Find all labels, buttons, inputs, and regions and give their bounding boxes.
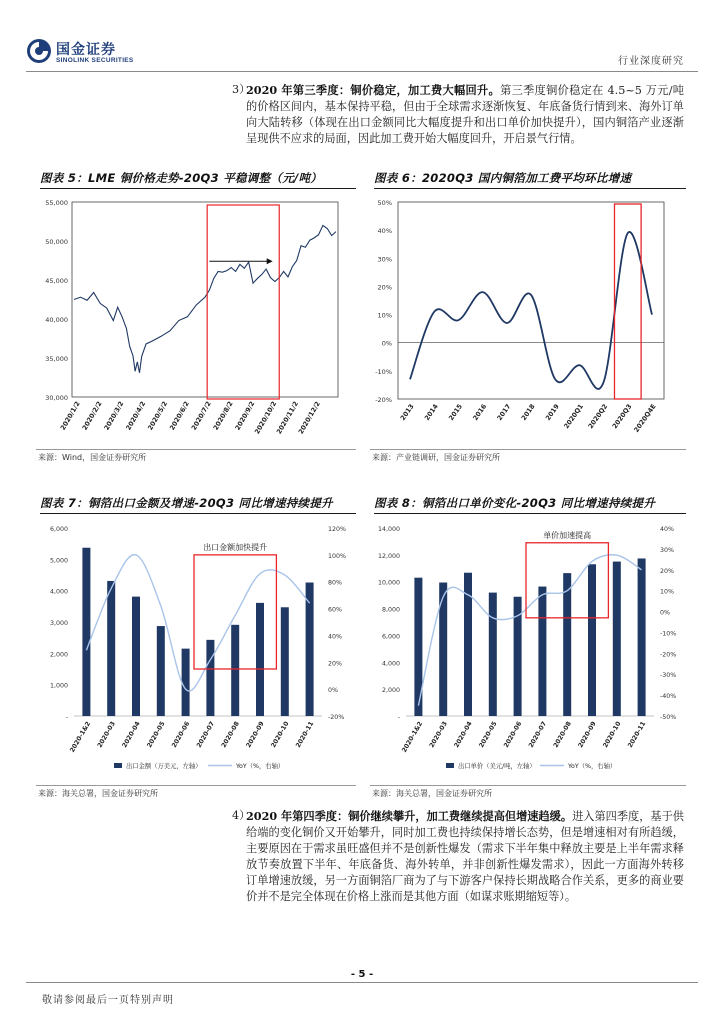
arrow-head-icon — [267, 258, 273, 264]
left-axis-tick-label: 6,000 — [381, 633, 400, 641]
x-tick-label: 2020/4/2 — [124, 400, 148, 432]
x-tick-label: 2015 — [447, 402, 465, 422]
bar — [281, 607, 289, 716]
paragraph-heading: 2020 年第三季度：铜价稳定，加工费大幅回升。 — [246, 83, 501, 97]
right-axis-tick-label: 20% — [660, 567, 674, 575]
left-axis-tick-label: - — [65, 714, 68, 721]
y-tick-label: 55,000 — [45, 199, 68, 207]
x-tick-label: 2020/3/2 — [102, 400, 126, 432]
y-tick-label: 40% — [377, 227, 392, 236]
y-tick-label: 50% — [377, 199, 392, 207]
x-tick-label: 2020/10/2 — [253, 400, 279, 436]
y-tick-label: 50,000 — [45, 238, 68, 246]
x-tick-label: 2020Q3 — [610, 402, 634, 431]
highlight-box — [207, 205, 279, 399]
x-tick-label: 2020/6/2 — [168, 400, 191, 432]
legend-bar-label: 出口金额（万美元，左轴） — [126, 763, 202, 770]
paragraph-body: 第三季度铜价稳定在 4.5~5 万元/吨的价格区间内，基本保持平稳，但由于全球需求逐渐恢复、年底备货行情到来、海外订单向大陆转移（体现在出口金额同比大幅度提升和出口单价加快提升），国内铜箔产业逐渐呈现供不应求的局面，因此加工费开始大幅度回升，开启景气行情。 — [246, 84, 684, 145]
report-type: 行业深度研究 — [618, 56, 684, 67]
figure8-source: 来源：海关总署，国金证券研究所 — [372, 789, 492, 798]
x-tick-label: 2020-03 — [428, 720, 449, 750]
figure5-chart — [36, 192, 356, 450]
x-tick-label: 2020-1&2 — [68, 720, 93, 754]
x-tick-label: 2020/12/2 — [296, 400, 322, 436]
x-tick-label: 2019 — [543, 402, 561, 422]
right-axis-tick-label: -20% — [660, 651, 677, 659]
legend-bar-swatch — [114, 763, 122, 768]
x-tick-label: 2020-1&2 — [400, 720, 425, 754]
y-tick-label: 30,000 — [45, 394, 68, 402]
x-tick-label: 2020/7/2 — [189, 400, 213, 432]
right-axis-tick-label: 0% — [660, 609, 670, 617]
figure8-source-divider — [370, 785, 686, 786]
right-axis-tick-label: -30% — [660, 672, 677, 680]
legend-line-label: YoY（%，右轴） — [236, 763, 285, 770]
x-tick-label: 2020/1/2 — [58, 400, 82, 432]
figure6-source: 来源：产业链调研，国金证券研究所 — [372, 453, 500, 462]
x-tick-label: 2020-05 — [478, 720, 499, 750]
footer-divider — [26, 982, 698, 983]
bar — [588, 564, 596, 716]
disclaimer-note: 敬请参阅最后一页特别声明 — [42, 995, 174, 1006]
right-axis-tick-label: -20% — [328, 714, 345, 721]
logo-emblem-icon — [26, 38, 52, 64]
figure5-source-divider — [36, 449, 356, 450]
paragraph-number: 3） — [232, 83, 251, 96]
right-axis-tick-label: 80% — [328, 579, 342, 587]
x-tick-label: 2020-10 — [602, 720, 623, 750]
right-axis-tick-label: 0% — [328, 687, 338, 695]
bar — [107, 581, 115, 716]
x-tick-label: 2020-07 — [527, 720, 549, 750]
left-axis-tick-label: 2,000 — [49, 651, 68, 659]
header-divider — [26, 71, 698, 72]
left-axis-tick-label: 8,000 — [381, 606, 400, 614]
paragraph-q4 — [232, 808, 684, 905]
left-axis-tick-label: 3,000 — [49, 620, 68, 627]
plot-frame — [72, 202, 338, 397]
right-axis-tick-label: 30% — [660, 546, 674, 554]
figure5-title: 图表 5：LME 铜价格走势-20Q3 平稳调整（元/吨） — [40, 170, 356, 189]
legend-bar-label: 出口单价（美元/吨，左轴） — [458, 763, 536, 770]
x-tick-label: 2020/2/2 — [80, 400, 104, 432]
x-tick-label: 2020-06 — [502, 720, 524, 750]
y-tick-label: 30% — [377, 255, 392, 264]
x-tick-label: 2020-04 — [453, 720, 474, 750]
y-tick-label: 20% — [377, 283, 392, 292]
bar — [182, 649, 190, 716]
bar — [82, 548, 90, 716]
right-axis-tick-label: 40% — [660, 526, 674, 533]
figure5-source: 来源：Wind，国金证券研究所 — [38, 453, 147, 462]
bar — [256, 603, 264, 716]
x-tick-label: 2013 — [398, 402, 416, 422]
x-tick-label: 2020-08 — [220, 720, 241, 750]
y-tick-label: -10% — [375, 367, 392, 376]
x-tick-label: 2020/5/2 — [146, 400, 170, 432]
x-tick-label: 2020-04 — [121, 720, 142, 750]
right-axis-tick-label: -10% — [660, 630, 677, 638]
figure7-source-divider — [36, 785, 356, 786]
left-axis-tick-label: 4,000 — [381, 660, 400, 668]
x-tick-label: 2020-03 — [96, 720, 117, 750]
x-tick-label: 2020-07 — [195, 720, 217, 750]
right-axis-tick-label: -50% — [660, 714, 677, 721]
paragraph-number: 4） — [232, 809, 251, 822]
plot-frame — [398, 202, 664, 399]
y-tick-label: 45,000 — [45, 277, 68, 285]
x-tick-label: 2017 — [495, 402, 513, 422]
x-tick-label: 2020-10 — [270, 720, 291, 750]
left-axis-tick-label: 14,000 — [377, 526, 400, 533]
bar — [563, 573, 571, 716]
figure7-title: 图表 7：铜箔出口金额及增速-20Q3 同比增速持续提升 — [40, 495, 356, 514]
figure6-title: 图表 6：2020Q3 国内铜箔加工费平均环比增速 — [374, 170, 686, 189]
x-tick-label: 2014 — [422, 402, 440, 422]
left-axis-tick-label: - — [397, 714, 400, 721]
x-tick-label: 2018 — [519, 402, 537, 422]
right-axis-tick-label: 60% — [328, 606, 342, 614]
bar — [231, 625, 239, 716]
x-tick-label: 2020-09 — [245, 720, 266, 750]
paragraph-q3 — [232, 82, 684, 147]
logo-text-cn: 国金证券 — [56, 42, 116, 58]
x-tick-label: 2020Q2 — [586, 402, 610, 431]
highlight-annotation: 出口金额加快提升 — [203, 542, 268, 552]
copper-price-line — [74, 225, 336, 372]
y-tick-label: 35,000 — [45, 355, 68, 363]
bar — [206, 640, 214, 716]
x-tick-label: 2020/9/2 — [233, 400, 257, 432]
page-number: - 5 - — [350, 969, 374, 980]
legend-bar-swatch — [446, 763, 454, 768]
left-axis-tick-label: 12,000 — [377, 552, 400, 560]
right-axis-tick-label: 40% — [328, 633, 342, 641]
x-tick-label: 2016 — [471, 402, 489, 422]
x-tick-label: 2020Q4E — [632, 402, 658, 434]
bar — [638, 558, 646, 716]
left-axis-tick-label: 2,000 — [381, 687, 400, 695]
x-tick-label: 2020-09 — [577, 720, 598, 750]
highlight-annotation: 单价加速提高 — [543, 530, 592, 540]
figure8-chart — [368, 518, 688, 786]
paragraph-heading: 2020 年第四季度：铜价继续攀升，加工费继续提高但增速趋缓。 — [246, 809, 573, 823]
figure8-title: 图表 8：铜箔出口单价变化-20Q3 同比增速持续提升 — [374, 495, 686, 514]
bar — [613, 562, 621, 716]
x-tick-label: 2020-05 — [146, 720, 167, 750]
y-tick-label: -20% — [375, 396, 392, 404]
figure7-source: 来源：海关总署，国金证券研究所 — [38, 789, 158, 798]
right-axis-tick-label: 20% — [328, 660, 342, 668]
x-tick-label: 2020-11 — [626, 720, 648, 750]
left-axis-tick-label: 10,000 — [377, 579, 400, 587]
legend-line-label: YoY（%，右轴） — [568, 763, 617, 770]
x-tick-label: 2020/11/2 — [274, 400, 301, 436]
left-axis-tick-label: 6,000 — [49, 526, 68, 533]
processing-fee-growth-line — [410, 232, 652, 389]
sinolink-logo — [26, 38, 136, 68]
bar — [538, 587, 546, 716]
y-tick-label: 0% — [381, 339, 392, 348]
left-axis-tick-label: 5,000 — [49, 557, 68, 565]
left-axis-tick-label: 4,000 — [49, 588, 68, 596]
x-tick-label: 2020-11 — [294, 720, 316, 750]
paragraph-body: 进入第四季度，基于供给端的变化铜价又开始攀升，同时加工费也持续保持增长态势，但是增速相对有所趋缓，主要原因在于需求虽旺盛但并不是创新性爆发（需求下半年集中释放主要是上半年需求释放节奏放置下半年、年底备货、海外转单，并非创新性爆发需求），因此一方面海外转移订单增速放缓，另一方面铜箔厂商为了与下游客户保持长期战略合作关系，更多的商业要价并不是完全体现在价格上涨而是其他方面（如谋求账期缩短等）。 — [246, 810, 684, 903]
y-tick-label: 10% — [377, 311, 392, 320]
x-tick-label: 2020-08 — [552, 720, 573, 750]
figure6-source-divider — [370, 449, 686, 450]
bar — [132, 597, 140, 716]
x-tick-label: 2020Q1 — [562, 402, 586, 431]
right-axis-tick-label: -40% — [660, 693, 677, 701]
x-tick-label: 2020/8/2 — [211, 400, 235, 432]
figure7-chart — [36, 518, 356, 786]
bar — [489, 593, 497, 716]
figure6-chart — [368, 192, 688, 450]
right-axis-tick-label: 100% — [328, 552, 347, 560]
bar — [157, 626, 165, 716]
right-axis-tick-label: 10% — [660, 588, 674, 596]
left-axis-tick-label: 1,000 — [49, 682, 68, 690]
logo-text-en: SINOLINK SECURITIES — [56, 57, 134, 64]
right-axis-tick-label: 120% — [328, 526, 347, 533]
x-tick-label: 2020-06 — [170, 720, 192, 750]
y-tick-label: 40,000 — [45, 316, 68, 324]
